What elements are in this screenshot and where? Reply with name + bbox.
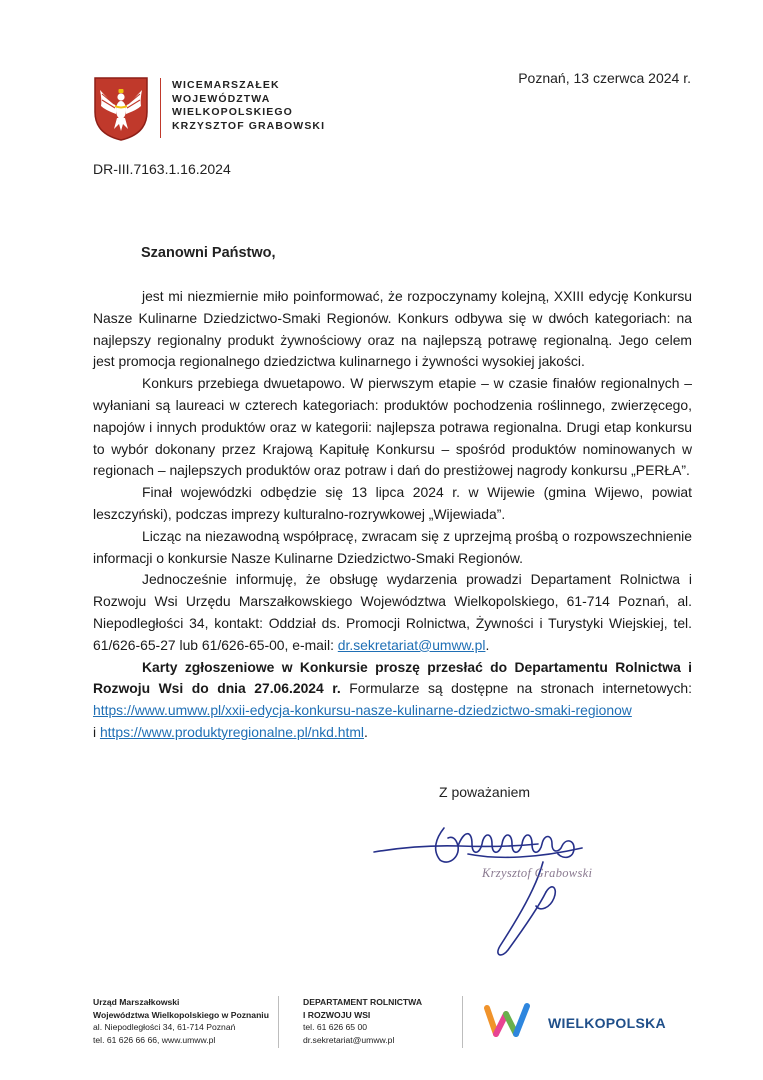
forms-end: . <box>364 723 368 740</box>
letter-date: Poznań, 13 czerwca 2024 r. <box>518 70 691 86</box>
eagle-crest-icon <box>93 76 149 142</box>
regional-products-link[interactable]: https://www.produktyregionalne.pl/nkd.html <box>99 723 365 740</box>
salutation: Szanowni Państwo, <box>141 245 276 261</box>
footer-office-address: al. Niepodległości 34, 61-714 Poznań <box>93 1022 236 1032</box>
paragraph-request: Licząc na niezawodną współpracę, zwracam się z uprzejmą prośbą o rozpowszechnienie informacji o konkursie Nasze Kulinarne Dziedzictwo-Smaki Regionów. <box>93 527 692 566</box>
brand-name: WIELKOPOLSKA <box>548 1015 666 1031</box>
signature-stamp-name: Krzysztof Grabowski <box>482 866 593 880</box>
forms-and: i <box>93 723 100 740</box>
paragraph-final: Finał wojewódzki odbędzie się 13 lipca 2024 r. w Wijewie (gmina Wijewo, powiat leszczyński), podczas imprezy kulturalno-rozrywkowej „Wijewiada”. <box>93 484 692 522</box>
closing-phrase: Z poważaniem <box>439 784 531 800</box>
footer-department-email: dr.sekretariat@umww.pl <box>303 1034 395 1045</box>
email-link[interactable]: dr.sekretariat@umww.pl <box>337 636 486 653</box>
footer-office-name-2: Województwa Wielkopolskiego w Poznaniu <box>93 1009 269 1020</box>
footer-department-name: DEPARTAMENT ROLNICTWA <box>303 997 423 1007</box>
footer-department-phone: tel. 61 626 65 00 <box>303 1022 368 1032</box>
paragraph-contact <box>93 569 692 656</box>
contact-end: . <box>485 636 490 653</box>
footer-office-contact: tel. 61 626 66 66, www.umww.pl <box>93 1034 216 1045</box>
sender-title-line-1: WICEMARSZAŁEK <box>172 79 280 91</box>
footer-department-name-2: I ROZWOJU WSI <box>303 1009 371 1020</box>
paragraph-intro: jest mi niezmiernie miło poinformować, że rozpoczynamy kolejną, XXIII edycję Konkursu Nasze Kulinarne Dziedzictwo-Smaki Regionów. Konkurs odbywa się w dwóch kategoriach: na najlepszy regionalny produkt żywnościowy oraz na najlepszą potrawę regionalną. Jego celem jest promocja regionalnego dziedzictwa kulinarnego i żywności wysokiej jakości. <box>93 288 692 370</box>
wielkopolska-w-logo-icon <box>482 1000 532 1040</box>
footer-divider-2 <box>462 996 463 1048</box>
forms-deadline: Karty zgłoszeniowe w Konkursie proszę przesłać do Departamentu Rolnictwa i Rozwoju Wsi do dnia 27.06.2024 r. <box>93 658 692 697</box>
sender-name: KRZYSZTOF GRABOWSKI <box>172 119 326 132</box>
footer-divider-1 <box>278 996 279 1048</box>
footer-department <box>303 996 422 1046</box>
handwritten-signature <box>368 808 628 968</box>
contact-text: Jednocześnie informuję, że obsługę wydarzenia prowadzi Departament Rolnictwa i Rozwoju Wsi Urzędu Marszałkowskiego Województwa Wielkopolskiego, 61-714 Poznań, al. Niepodległości 34, kontakt: Oddział ds. Promocji Rolnictwa, Żywności i Turystyki Wiejskiej, tel. 61/626-65-27 lub 61/626-65-00, e-mail: <box>93 571 692 653</box>
sender-title-line-2: WOJEWÓDZTWA <box>172 92 271 105</box>
header-divider <box>160 78 161 138</box>
forms-text: Formularze są dostępne na stronach internetowych: <box>340 680 692 697</box>
reference-number: DR-III.7163.1.16.2024 <box>93 161 231 177</box>
footer-office <box>93 996 269 1046</box>
paragraph-stages: Konkurs przebiega dwuetapowo. W pierwszym etapie – w czasie finałów regionalnych – wyłaniani są laureaci w czterech kategoriach: produktów pochodzenia roślinnego, zwierzęcego, napojów i innych produktów oraz w kategorii: najlepsza potrawa regionalna. Drugi etap konkursu to wybór dokonany przez Krajową Kapitułę Konkursu – spośród produktów nominowanych w regionach – najlepszych produktów oraz potraw i dań do prestiżowej nagrody konkursu „PERŁA”. <box>93 375 692 479</box>
paragraph-forms <box>93 657 692 744</box>
letter-body <box>93 286 692 744</box>
contest-page-link[interactable]: https://www.umww.pl/xxii-edycja-konkursu-nasze-kulinarne-dziedzictwo-smaki-regionow <box>93 702 632 719</box>
sender-title-line-3: WIELKOPOLSKIEGO <box>172 106 293 118</box>
footer-office-name: Urząd Marszałkowski <box>93 997 180 1007</box>
